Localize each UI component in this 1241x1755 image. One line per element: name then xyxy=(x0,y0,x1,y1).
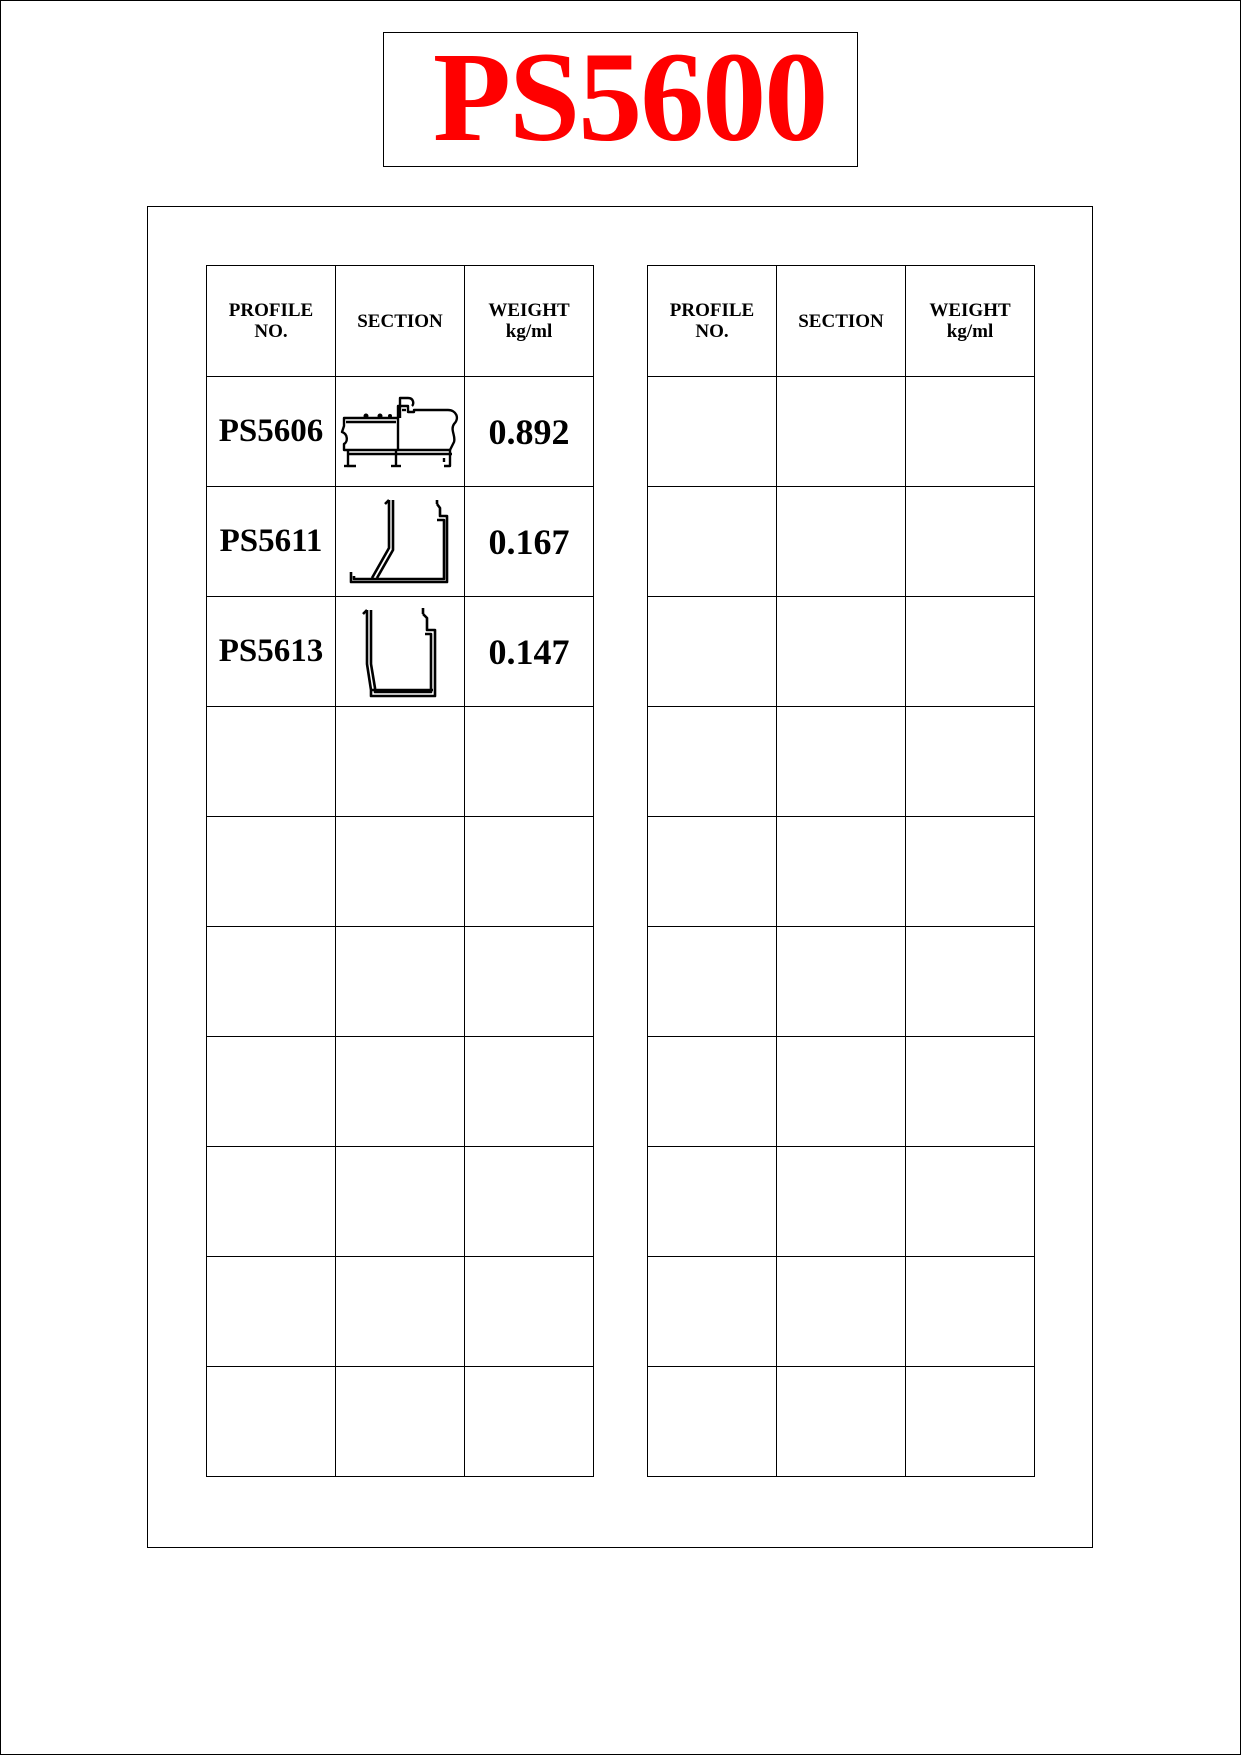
profile-no-cell xyxy=(207,707,336,817)
weight-cell: 0.167 xyxy=(465,487,594,597)
profile-no-cell xyxy=(207,1037,336,1147)
profile-header-line1: PROFILE xyxy=(669,300,755,321)
profile-header-line2: NO. xyxy=(695,321,729,342)
profile-no-cell: PS5606 xyxy=(207,377,336,487)
ps5606-section-icon xyxy=(338,392,462,472)
right-profile-table xyxy=(647,265,1035,1477)
section-header-label: SECTION xyxy=(357,310,443,332)
weight-cell xyxy=(906,597,1035,707)
weight-cell xyxy=(465,1367,594,1477)
profile-no-cell xyxy=(207,1257,336,1367)
table-row xyxy=(207,707,594,817)
table-row xyxy=(207,1367,594,1477)
profile-no-header xyxy=(648,266,777,377)
table-row xyxy=(648,1257,1035,1367)
profile-no-cell: PS5613 xyxy=(207,597,336,707)
weight-cell xyxy=(906,1147,1035,1257)
weight-header-line1: WEIGHT xyxy=(929,300,1011,321)
weight-cell xyxy=(465,817,594,927)
weight-cell xyxy=(906,707,1035,817)
weight-cell xyxy=(465,1037,594,1147)
section-cell xyxy=(336,817,465,927)
section-cell xyxy=(777,1367,906,1477)
table-row xyxy=(648,377,1035,487)
weight-cell xyxy=(906,1257,1035,1367)
section-cell xyxy=(777,927,906,1037)
weight-header-line1: WEIGHT xyxy=(488,300,570,321)
weight-header xyxy=(906,266,1035,377)
profile-no-cell xyxy=(207,817,336,927)
profile-no-cell xyxy=(648,377,777,487)
section-cell xyxy=(336,707,465,817)
table-row xyxy=(207,1037,594,1147)
weight-cell xyxy=(465,1147,594,1257)
profile-no-cell xyxy=(648,1367,777,1477)
section-cell xyxy=(777,817,906,927)
table-row xyxy=(648,487,1035,597)
profile-header-line2: NO. xyxy=(254,321,288,342)
profile-no-cell xyxy=(648,597,777,707)
section-cell xyxy=(777,1257,906,1367)
section-cell xyxy=(336,927,465,1037)
section-cell xyxy=(336,1147,465,1257)
weight-header-line2: kg/ml xyxy=(505,321,553,342)
profile-no-cell xyxy=(648,927,777,1037)
section-cell xyxy=(777,1147,906,1257)
page-title: PS5600 xyxy=(432,25,827,168)
weight-header xyxy=(465,266,594,377)
header-row xyxy=(207,266,594,377)
weight-cell xyxy=(906,927,1035,1037)
table-row xyxy=(648,817,1035,927)
table-row xyxy=(648,597,1035,707)
section-cell xyxy=(336,1367,465,1477)
table-row xyxy=(207,1147,594,1257)
profile-no-cell xyxy=(648,1257,777,1367)
profile-no-cell xyxy=(207,1147,336,1257)
table-row xyxy=(648,1037,1035,1147)
title-box xyxy=(383,25,858,168)
section-cell xyxy=(336,377,465,487)
section-cell xyxy=(336,1037,465,1147)
section-cell xyxy=(777,377,906,487)
weight-cell: 0.892 xyxy=(465,377,594,487)
weight-cell xyxy=(465,927,594,1037)
weight-cell xyxy=(906,1367,1035,1477)
profile-no-cell xyxy=(648,1147,777,1257)
table-row xyxy=(207,377,594,487)
table-row xyxy=(207,487,594,597)
weight-cell xyxy=(465,707,594,817)
profile-no-cell xyxy=(648,707,777,817)
section-header-label: SECTION xyxy=(798,310,884,332)
weight-cell xyxy=(906,487,1035,597)
section-header xyxy=(777,266,906,377)
left-profile-table xyxy=(206,265,594,1477)
ps5611-section-icon xyxy=(345,496,455,588)
profile-no-header xyxy=(207,266,336,377)
table-row xyxy=(648,1367,1035,1477)
header-row xyxy=(648,266,1035,377)
profile-no-cell: PS5611 xyxy=(207,487,336,597)
ps5613-section-icon xyxy=(355,604,445,700)
profile-header-line1: PROFILE xyxy=(228,300,314,321)
section-cell xyxy=(777,597,906,707)
section-cell xyxy=(336,1257,465,1367)
profile-no-cell xyxy=(648,487,777,597)
section-cell xyxy=(777,707,906,817)
weight-cell xyxy=(906,817,1035,927)
table-row xyxy=(207,1257,594,1367)
profile-no-cell xyxy=(207,927,336,1037)
section-cell xyxy=(777,487,906,597)
weight-header-line2: kg/ml xyxy=(946,321,994,342)
table-row xyxy=(207,597,594,707)
section-header xyxy=(336,266,465,377)
profile-no-cell xyxy=(207,1367,336,1477)
profile-no-cell xyxy=(648,817,777,927)
table-row xyxy=(648,1147,1035,1257)
table-row xyxy=(207,817,594,927)
table-row xyxy=(648,927,1035,1037)
profile-no-cell xyxy=(648,1037,777,1147)
section-cell xyxy=(336,597,465,707)
weight-cell xyxy=(906,377,1035,487)
weight-cell xyxy=(906,1037,1035,1147)
section-cell xyxy=(777,1037,906,1147)
section-cell xyxy=(336,487,465,597)
weight-cell xyxy=(465,1257,594,1367)
table-row xyxy=(207,927,594,1037)
table-row xyxy=(648,707,1035,817)
weight-cell: 0.147 xyxy=(465,597,594,707)
